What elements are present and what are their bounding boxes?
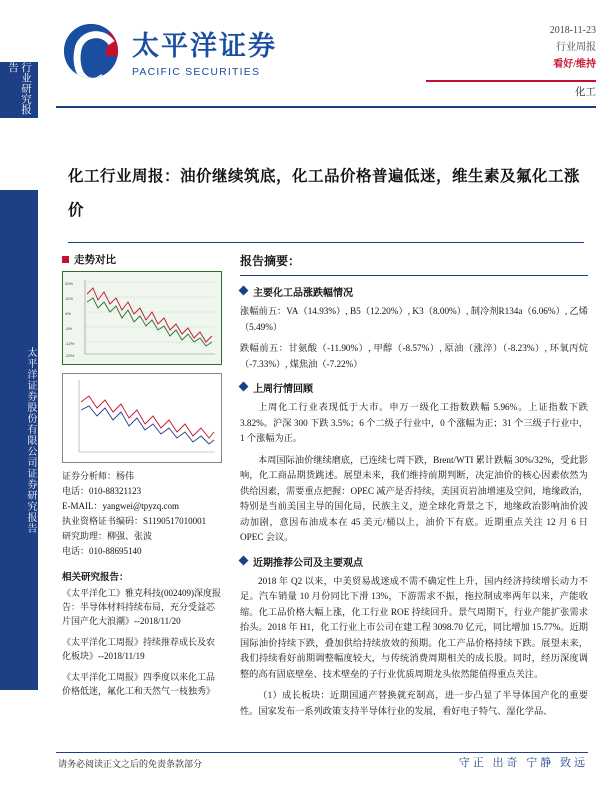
section-head-label: 近期推荐公司及主要观点 [253,557,363,569]
svg-text:12%: 12% [65,296,74,301]
trend-chart-2 [62,373,222,463]
page-title: 化工行业周报：油价继续筑底，化工品价格普遍低迷，维生素及氟化工涨价 [68,168,581,219]
analyst-line-5: 电话：010-88695140 [62,546,142,556]
right-column [240,252,588,725]
left-column [62,252,222,705]
section-paragraph: （1）成长板块：近期国通产替换就充制高，进一步凸显了半导体国产化的重要性。国家发布一系列政策支持半导体行业的发展，看好电子特气、湿化学品、 [240,690,588,716]
band-top-label: 行业研究报告 [7,62,31,115]
sector-label: 化工 [575,87,596,98]
trend-section-label: 走势对比 [74,255,116,266]
related-report-item[interactable]: 《太平洋化工周报》四季度以来化工品价格低迷，氟化工和天然气一枝独秀》 [62,672,216,696]
section-head [240,284,588,299]
trend-chart-1-svg [63,272,221,364]
svg-text:-12%: -12% [65,341,75,346]
square-bullet-icon [62,256,69,263]
analyst-line-1: 电话：010-88321123 [62,486,142,496]
footer-disclaimer: 请务必阅读正文之后的免责条款部分 [58,759,203,769]
logo-title-en: PACIFIC SECURITIES [132,66,261,78]
logo-red-accent [105,26,118,56]
logo-title-cn: 太平洋证券 [132,31,277,61]
trend-chart-2-svg [63,374,221,462]
diamond-bullet-icon [239,555,249,565]
section-head-label: 主要化工品涨跌幅情况 [253,288,353,299]
section-head-label: 上周行情回顾 [253,384,313,395]
analyst-line-0: 证券分析师：杨伟 [62,471,135,481]
logo-mark-icon [64,24,118,78]
svg-text:20%: 20% [65,281,74,286]
header-divider-red [426,80,596,82]
section-head [240,554,588,569]
analyst-line-4: 研究助理：柳强、张波 [62,531,153,541]
section-head [240,380,588,395]
svg-text:4%: 4% [65,311,71,316]
summary-divider [240,275,588,276]
report-type: 行业周报 [556,42,596,53]
footer-divider [56,752,588,753]
rating-badge: 看好/维持 [553,59,596,70]
section-paragraph: 上周化工行业表现低于大市。申万一级化工指数跌幅 5.96%。上证指数下跌 3.82%。沪深 300 下跌 3.5%；6 个二级子行业中，0 个涨幅为正；31 个三级子行业中，1 个涨幅为正。 [240,402,588,443]
footer-seal: 守正 出奇 宁静 致远 [458,757,588,769]
related-reports-head: 相关研究报告： [62,573,129,583]
related-report-item[interactable]: 《太平洋化工周报》持续推荐成长及农化板块》--2018/11/19 [62,637,216,661]
report-header [56,18,596,96]
title-divider [68,242,584,243]
section-paragraph: 2018 年 Q2 以来，中美贸易战迷成不需不确定性上升，国内经济持续增长动力不足。汽车销量 10 月份同比下滑 13%，下游需求不振，拖拉制成率两年以来，产能收缩。化工品价格大幅上涨，化工行业 ROE 持续回升。景气周期下，行业产能扩张需求抬头。2018 年 H1，化工行业上市公司在建工程 3098.70 亿元，同比增加 15.77%。近期国际油价持续下跌，叠加供给持续放效的预期。化工产品价格持续下跌。展望未来，我们持续看好前期调整幅度较大，与传统消费周期相关的成长股。同时，经历深度调整的高有固底壁垒、技术壁垒的子行业优质周期龙头依然能值得重点关注。 [240,575,588,679]
analyst-line-3: 执业资格证书编码：S1190517010001 [62,516,207,526]
left-band [0,0,38,792]
logo-text [132,24,277,78]
report-date: 2018-11-23 [549,25,596,36]
header-divider-blue [56,106,596,108]
trend-section-head [62,252,222,267]
header-meta [426,22,596,73]
analyst-info [62,469,222,559]
related-report-item[interactable]: 《太平洋化工》雅克科技(002409)深度报告：半导体材料持续布局，充分受益芯片国产化大浪潮》--2018/11/20 [62,588,221,626]
section-paragraph: 跌幅前五：甘氨酸（-11.90%）, 甲醇（-8.57%）, 原油（涨淬）（-8.23%）, 环氧丙烷（-7.33%）, 煤焦油（-7.22%） [240,343,588,369]
summary-head: 报告摘要： [240,254,301,268]
diamond-bullet-icon [239,286,249,296]
svg-text:-4%: -4% [65,326,73,331]
diamond-bullet-icon [239,382,249,392]
band-side-label: 太平洋证券股份有限公司证券研究报告 [25,346,36,534]
analyst-line-2: E-MAIL：yangwei@tpyzq.com [62,501,180,511]
section-paragraph: 涨幅前五：VA（14.93%）, B5（12.20%）, K3（8.00%）, 制冷剂R134a（6.06%）, 乙烯（5.49%） [240,306,588,332]
trend-chart-1 [62,271,222,365]
section-paragraph: 本周国际油价继续磨底，已连续七周下跌，Brent/WTI 累计跌幅 30%/32%，受此影响，化工商品期货跳述。展望未来，我们维持前期判断，决定油价的核心因素依然为供给因素，需要重点把握：OPEC 减产是否持续，美国页岩油增速及空间，地缘政治，特别是当前美国主导的国化局，民族主义，逆全球化背景之下，地缘政治影响油价波动加剧，意因布油成本在 45 美元/桶以上，油价下有底。近期重点关注 12 月 6 日 OPEC 会议。 [240,454,588,542]
svg-text:-20%: -20% [65,353,75,358]
brand-logo [64,24,277,78]
